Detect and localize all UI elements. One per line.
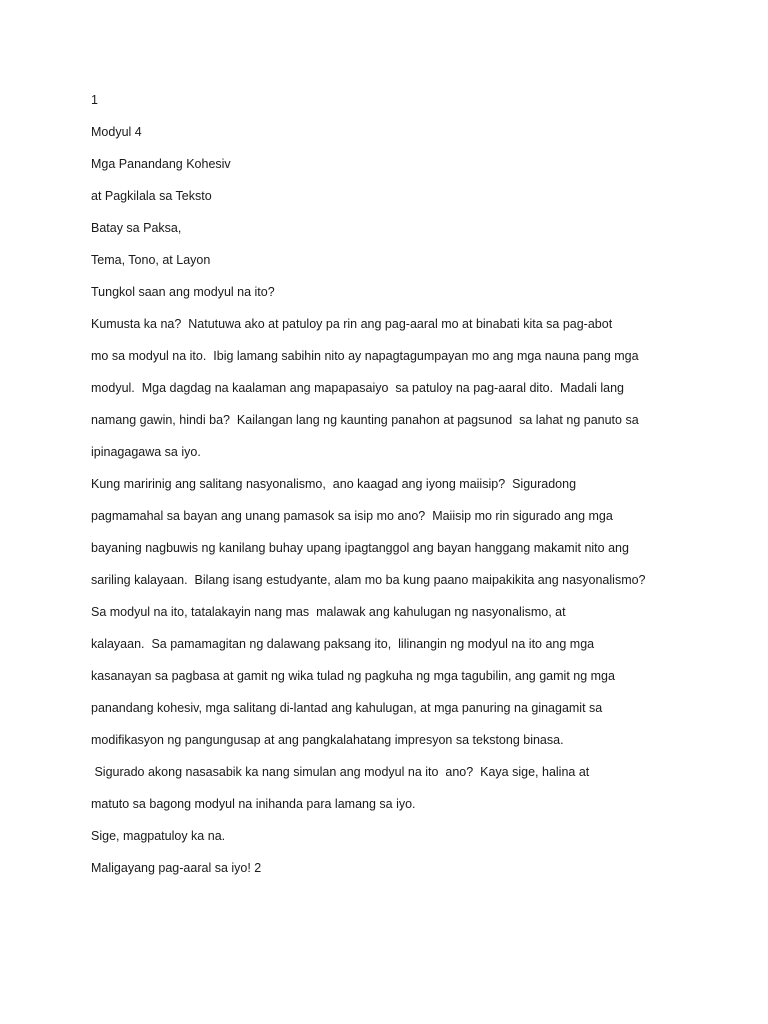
page-number: 1 [91, 93, 98, 107]
paragraph-2-line: panandang kohesiv, mga salitang di-lantad ang kahulugan, at mga panuring na ginagamit sa [91, 701, 603, 715]
module-subtitle-line-1: Mga Panandang Kohesiv [91, 157, 231, 171]
paragraph-2-line: kasanayan sa pagbasa at gamit ng wika tulad ng pagkuha ng mga tagubilin, ang gamit ng mga [91, 669, 615, 683]
closing-line: Sige, magpatuloy ka na. [91, 829, 226, 843]
paragraph-2-line: kalayaan. Sa pamamagitan ng dalawang paksang ito, lilinangin ng modyul na ito ang mga [91, 637, 595, 651]
paragraph-3-line: Sigurado akong nasasabik ka nang simulan ang modyul na ito ano? Kaya sige, halina at [91, 765, 590, 779]
module-title: Modyul 4 [91, 125, 142, 139]
module-subtitle-line-4: Tema, Tono, at Layon [91, 253, 211, 267]
section-question: Tungkol saan ang modyul na ito? [91, 285, 275, 299]
paragraph-1-line: namang gawin, hindi ba? Kailangan lang ng kaunting panahon at pagsunod sa lahat ng panuto sa [91, 413, 639, 427]
closing-greeting: Maligayang pag-aaral sa iyo! 2 [91, 861, 262, 875]
paragraph-2-line: modifikasyon ng pangungusap at ang pangkalahatang impresyon sa tekstong binasa. [91, 733, 564, 747]
paragraph-2-line: sariling kalayaan. Bilang isang estudyante, alam mo ba kung paano maipakikita ang nasyonalismo? [91, 573, 646, 587]
paragraph-2-line: Sa modyul na ito, tatalakayin nang mas malawak ang kahulugan ng nasyonalismo, at [91, 605, 566, 619]
paragraph-1-line: mo sa modyul na ito. Ibig lamang sabihin nito ay napagtagumpayan mo ang mga nauna pang mga [91, 349, 639, 363]
paragraph-2-line: Kung maririnig ang salitang nasyonalismo, ano kaagad ang iyong maiisip? Siguradong [91, 477, 577, 491]
paragraph-2-line: pagmamahal sa bayan ang unang pamasok sa isip mo ano? Maiisip mo rin sigurado ang mga [91, 509, 613, 523]
paragraph-1-line: modyul. Mga dagdag na kaalaman ang mapapasaiyo sa patuloy na pag-aaral dito. Madali lang [91, 381, 624, 395]
paragraph-1-line: ipinagagawa sa iyo. [91, 445, 201, 459]
paragraph-1-line: Kumusta ka na? Natutuwa ako at patuloy pa rin ang pag-aaral mo at binabati kita sa pag-abot [91, 317, 613, 331]
module-subtitle-line-3: Batay sa Paksa, [91, 221, 182, 235]
module-subtitle-line-2: at Pagkilala sa Teksto [91, 189, 212, 203]
paragraph-3-line: matuto sa bagong modyul na inihanda para lamang sa iyo. [91, 797, 416, 811]
paragraph-2-line: bayaning nagbuwis ng kanilang buhay upang ipagtanggol ang bayan hanggang makamit nito ang [91, 541, 629, 555]
